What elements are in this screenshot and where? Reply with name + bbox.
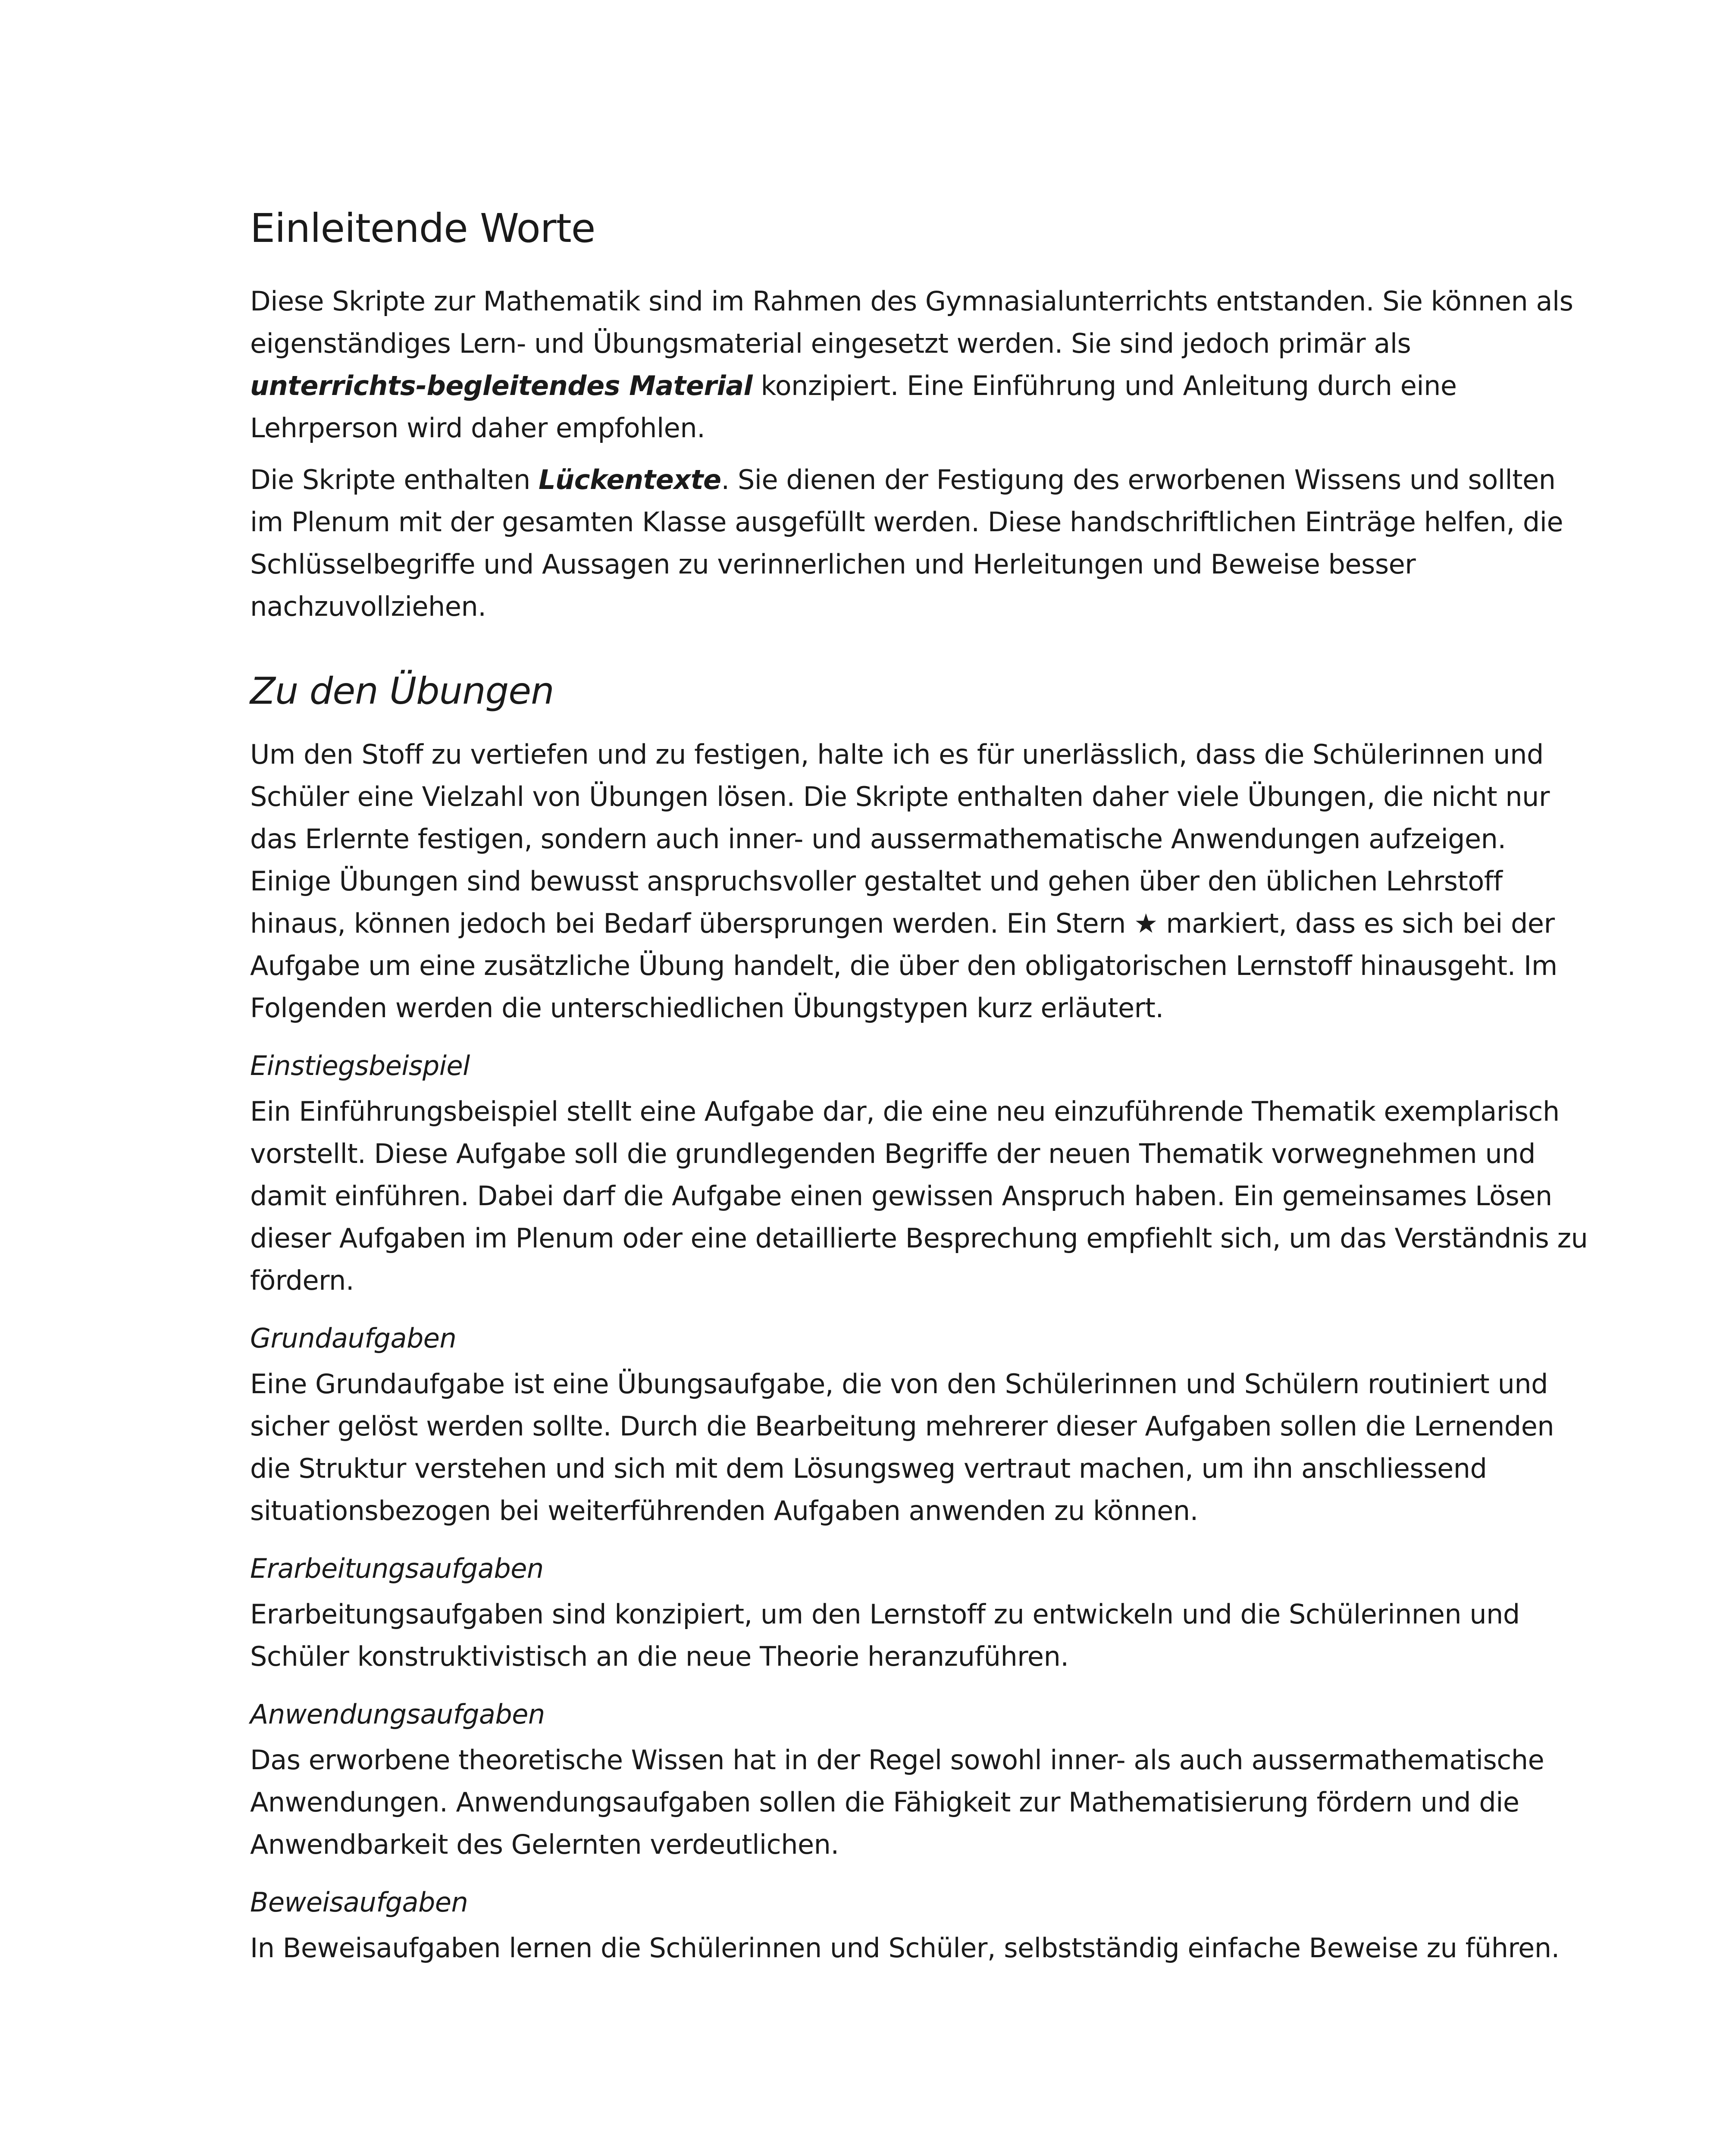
subheading-grundaufgaben: Grundaufgaben: [250, 1322, 457, 1354]
subheading-beweisaufgaben: Beweisaufgaben: [250, 1887, 468, 1918]
emphasis-unterrichtsbegleitend: unterrichts-begleitendes Material: [250, 370, 753, 401]
subheading-einstiegsbeispiel: Einstiegsbeispiel: [250, 1050, 470, 1081]
intro-text-1a: Diese Skripte zur Mathematik sind im Rahmen des Gymnasialunterrichts entstanden. Sie können als eigenständiges Lern- und Übungsmaterial eingesetzt werden. Sie sind jedoch primär als: [250, 285, 1573, 359]
intro-paragraph-1: [250, 280, 1591, 449]
paragraph-grundaufgaben: Eine Grundaufgabe ist eine Übungsaufgabe, die von den Schülerinnen und Schülern routiniert und sicher gelöst werden sollte. Durch die Bearbeitung mehrerer dieser Aufgaben sollen die Lernenden die Struktur verstehen und sich mit dem Lösungsweg vertraut machen, um ihn anschliessend situationsbezogen bei weiterführenden Aufgaben anwenden zu können.: [250, 1368, 1554, 1526]
emphasis-lueckentexte: Lückentexte: [539, 464, 721, 495]
paragraph-beweisaufgaben: In Beweisaufgaben lernen die Schülerinnen und Schüler, selbstständig einfache Beweise zu führen.: [250, 1932, 1560, 1964]
page-title: Einleitende Worte: [250, 205, 595, 251]
page-content: [250, 203, 1591, 1979]
paragraph-einstiegsbeispiel: Ein Einführungsbeispiel stellt eine Aufgabe dar, die eine neu einzuführende Thematik exemplarisch vorstellt. Diese Aufgabe soll die grundlegenden Begriffe der neuen Thematik vorwegnehmen und damit einführen. Dabei darf die Aufgabe einen gewissen Anspruch haben. Ein gemeinsames Lösen dieser Aufgaben im Plenum oder eine detaillierte Besprechung empfiehlt sich, um das Verständnis zu fördern.: [250, 1096, 1588, 1296]
intro-text-2a: Die Skripte enthalten: [250, 464, 539, 495]
exercises-paragraph: [250, 733, 1591, 1029]
exercises-text-b: markiert, dass es sich bei der Aufgabe um eine zusätzliche Übung handelt, die über den obligatorischen Lernstoff hinausgeht. Im Folgenden werden die unterschiedlichen Übungstypen kurz erläutert.: [250, 908, 1557, 1024]
subheading-erarbeitungsaufgaben: Erarbeitungsaufgaben: [250, 1553, 544, 1584]
intro-paragraph-2: [250, 459, 1591, 628]
paragraph-anwendungsaufgaben: Das erworbene theoretische Wissen hat in der Regel sowohl inner- als auch aussermathematische Anwendungen. Anwendungsaufgaben sollen die Fähigkeit zur Mathematisierung fördern und die Anwendbarkeit des Gelernten verdeutlichen.: [250, 1744, 1544, 1860]
subheading-anwendungsaufgaben: Anwendungsaufgaben: [250, 1698, 545, 1730]
star-icon: ★: [1134, 908, 1158, 939]
section-heading-exercises: Zu den Übungen: [250, 670, 554, 713]
intro-text-2b: . Sie dienen der Festigung des erworbenen Wissens und sollten im Plenum mit der gesamten Klasse ausgefüllt werden. Diese handschriftlichen Einträge helfen, die Schlüsselbegriffe und Aussagen zu verinnerlichen und Herleitungen und Beweise besser nachzuvollziehen.: [250, 464, 1563, 622]
intro-text-1b: konzipiert. Eine Einführung und Anleitung durch eine Lehrperson wird daher empfohlen.: [250, 370, 1457, 444]
exercises-text-a: Um den Stoff zu vertiefen und zu festigen, halte ich es für unerlässlich, dass die Schülerinnen und Schüler eine Vielzahl von Übungen lösen. Die Skripte enthalten daher viele Übungen, die nicht nur das Erlernte festigen, sondern auch inner- und aussermathematische Anwendungen aufzeigen. Einige Übungen sind bewusst anspruchsvoller gestaltet und gehen über den üblichen Lehrstoff hinaus, können jedoch bei Bedarf übersprungen werden. Ein Stern: [250, 739, 1550, 939]
paragraph-erarbeitungsaufgaben: Erarbeitungsaufgaben sind konzipiert, um den Lernstoff zu entwickeln und die Schülerinnen und Schüler konstruktivistisch an die neue Theorie heranzuführen.: [250, 1598, 1520, 1672]
